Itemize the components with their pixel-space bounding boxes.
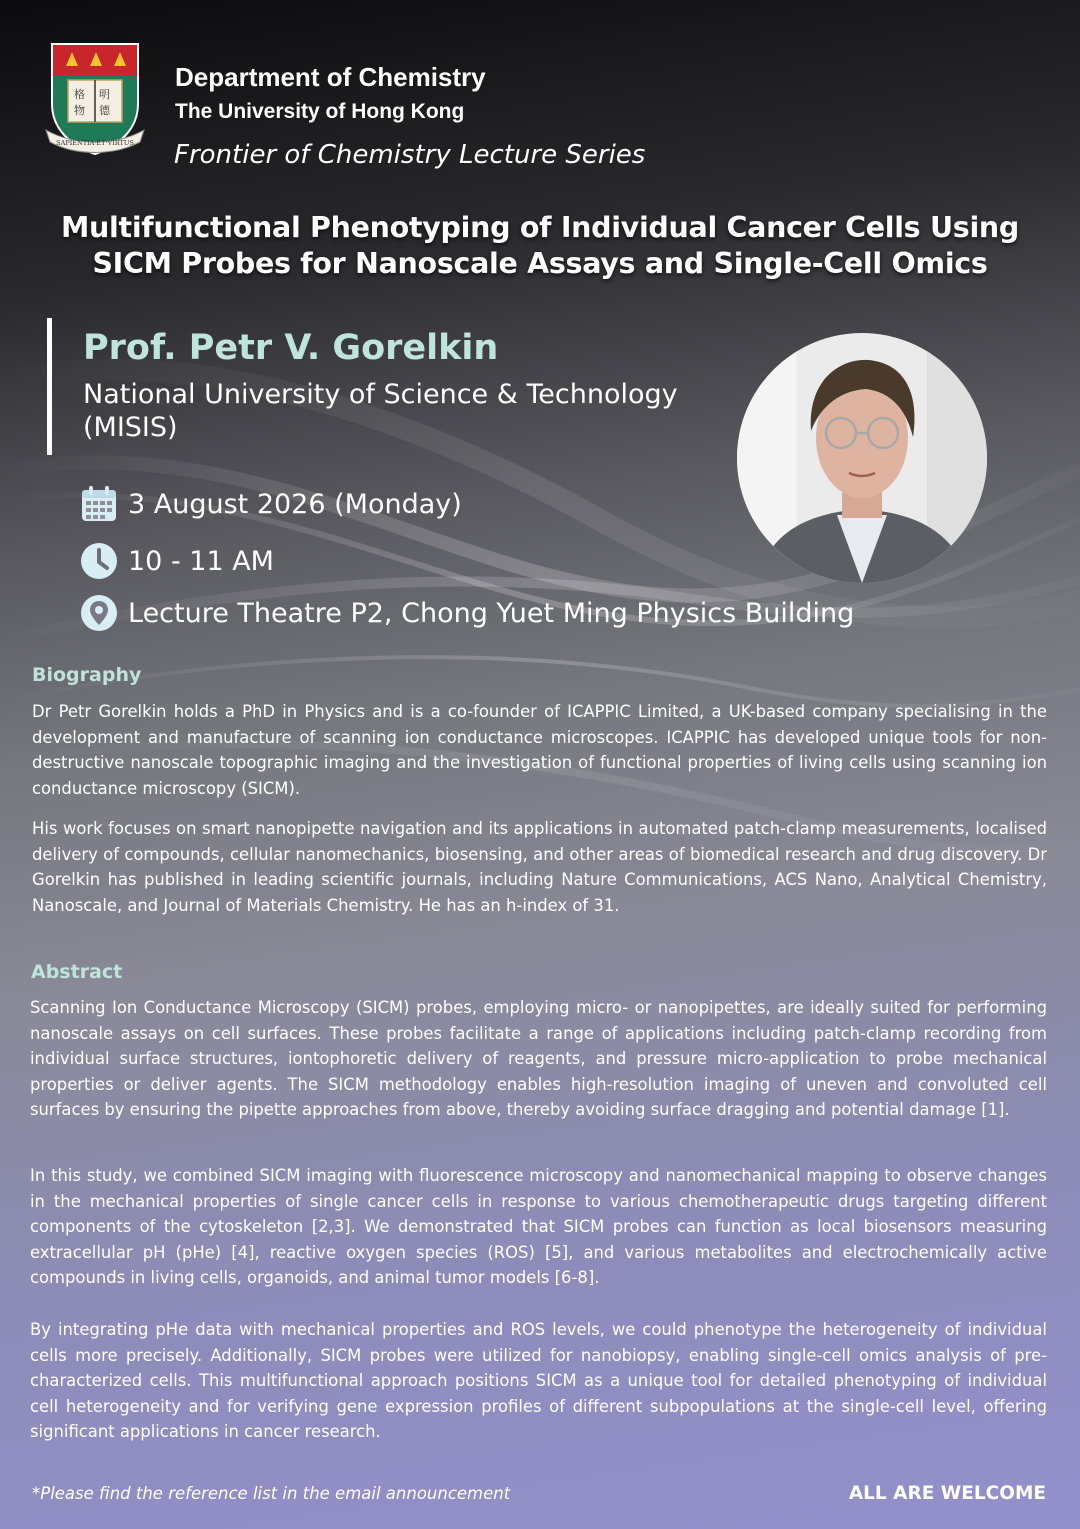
location-pin-icon xyxy=(80,594,118,632)
reference-footnote: *Please find the reference list in the email announcement xyxy=(32,1484,511,1503)
all-are-welcome-label: ALL ARE WELCOME xyxy=(848,1483,1046,1504)
speaker-photo xyxy=(737,333,987,583)
biography-paragraph-1: Dr Petr Gorelkin holds a PhD in Physics and is a co-founder of ICAPPIC Limited, a UK-based company specialising in the development and manufacture of scanning ion conductance microscopes. ICAPPIC has developed unique tools for non-destructive nanoscale topographic imaging and the investigation of functional properties of living cells using scanning ion conductance microscopy (SICM). xyxy=(32,702,1047,798)
lecture-series-name: Frontier of Chemistry Lecture Series xyxy=(174,140,646,170)
event-venue-row xyxy=(80,593,854,633)
university-name: The University of Hong Kong xyxy=(175,100,465,123)
talk-title-line-2: SICM Probes for Nanoscale Assays and Single-Cell Omics xyxy=(92,247,988,280)
clock-icon xyxy=(80,542,118,580)
svg-text:德: 德 xyxy=(99,104,110,117)
hku-crest-logo xyxy=(44,42,146,158)
speaker-name: Prof. Petr V. Gorelkin xyxy=(83,328,499,368)
biography-heading: Biography xyxy=(32,664,142,686)
abstract-paragraph-1: Scanning Ion Conductance Microscopy (SICM) probes, employing micro- or nanopipettes, are ideally suited for performing nanoscale assays on cell surfaces. These probes facilitate a range of applications including patch-clamp recording from individual surface structures, iontophoretic delivery of reagents, and pressure micro-application to probe mechanical properties or deliver agents. The SICM methodology enables high-resolution imaging of uneven and convoluted cell surfaces by ensuring the pipette approaches from above, thereby avoiding surface dragging and potential damage [1]. xyxy=(30,998,1047,1120)
biography-paragraph-2: His work focuses on smart nanopipette navigation and its applications in automated patch-clamp measurements, localised delivery of compounds, cellular nanomechanics, biosensing, and other areas of biomedical research and drug discovery. Dr Gorelkin has published in leading scientific journals, including Nature Communications, ACS Nano, Analytical Chemistry, Nanoscale, and Journal of Materials Chemistry. He has an h-index of 31. xyxy=(32,819,1047,915)
talk-title-line-1: Multifunctional Phenotyping of Individual Cancer Cells Using xyxy=(60,211,1020,244)
svg-text:明: 明 xyxy=(99,88,110,101)
event-date-row xyxy=(80,484,462,524)
affiliation-line-1: National University of Science & Technology xyxy=(83,379,678,410)
department-name: Department of Chemistry xyxy=(175,62,486,92)
speaker-affiliation xyxy=(83,378,723,444)
event-time-row xyxy=(80,541,274,581)
event-venue: Lecture Theatre P2, Chong Yuet Ming Physics Building xyxy=(128,597,855,629)
abstract-heading: Abstract xyxy=(31,961,123,983)
event-time: 10 - 11 AM xyxy=(128,545,274,577)
talk-title xyxy=(20,210,1060,282)
event-date: 3 August 2026 (Monday) xyxy=(128,488,462,520)
abstract-paragraph-2: In this study, we combined SICM imaging with fluorescence microscopy and nanomechanical mapping to observe changes in the mechanical properties of single cancer cells in response to various chemotherapeutic drugs targeting different components of the cytoskeleton [2,3]. We demonstrated that SICM probes can function as local biosensors measuring extracellular pH (pHe) [4], reactive oxygen species (ROS) [5], and various metabolites and electrochemically active compounds in living cells, organoids, and animal tumor models [6-8]. xyxy=(30,1166,1047,1288)
affiliation-line-2: (MISIS) xyxy=(83,412,178,443)
abstract-paragraph-3: By integrating pHe data with mechanical properties and ROS levels, we could phenotype the heterogeneity of individual cells more precisely. Additionally, SICM probes were utilized for nanobiopsy, enabling single-cell omics analysis of pre-characterized cells. This multifunctional approach positions SICM as a unique tool for detailed phenotyping of individual cell heterogeneity and for verifying gene expression profiles of different subpopulations at the single-cell level, offering significant applications in cancer research. xyxy=(30,1320,1047,1442)
svg-text:物: 物 xyxy=(74,104,85,117)
calendar-icon xyxy=(80,485,118,523)
speaker-accent-bar xyxy=(47,318,52,455)
svg-text:SAPIENTIA·ET·VIRTUS: SAPIENTIA·ET·VIRTUS xyxy=(56,139,134,147)
svg-text:格: 格 xyxy=(74,88,85,101)
